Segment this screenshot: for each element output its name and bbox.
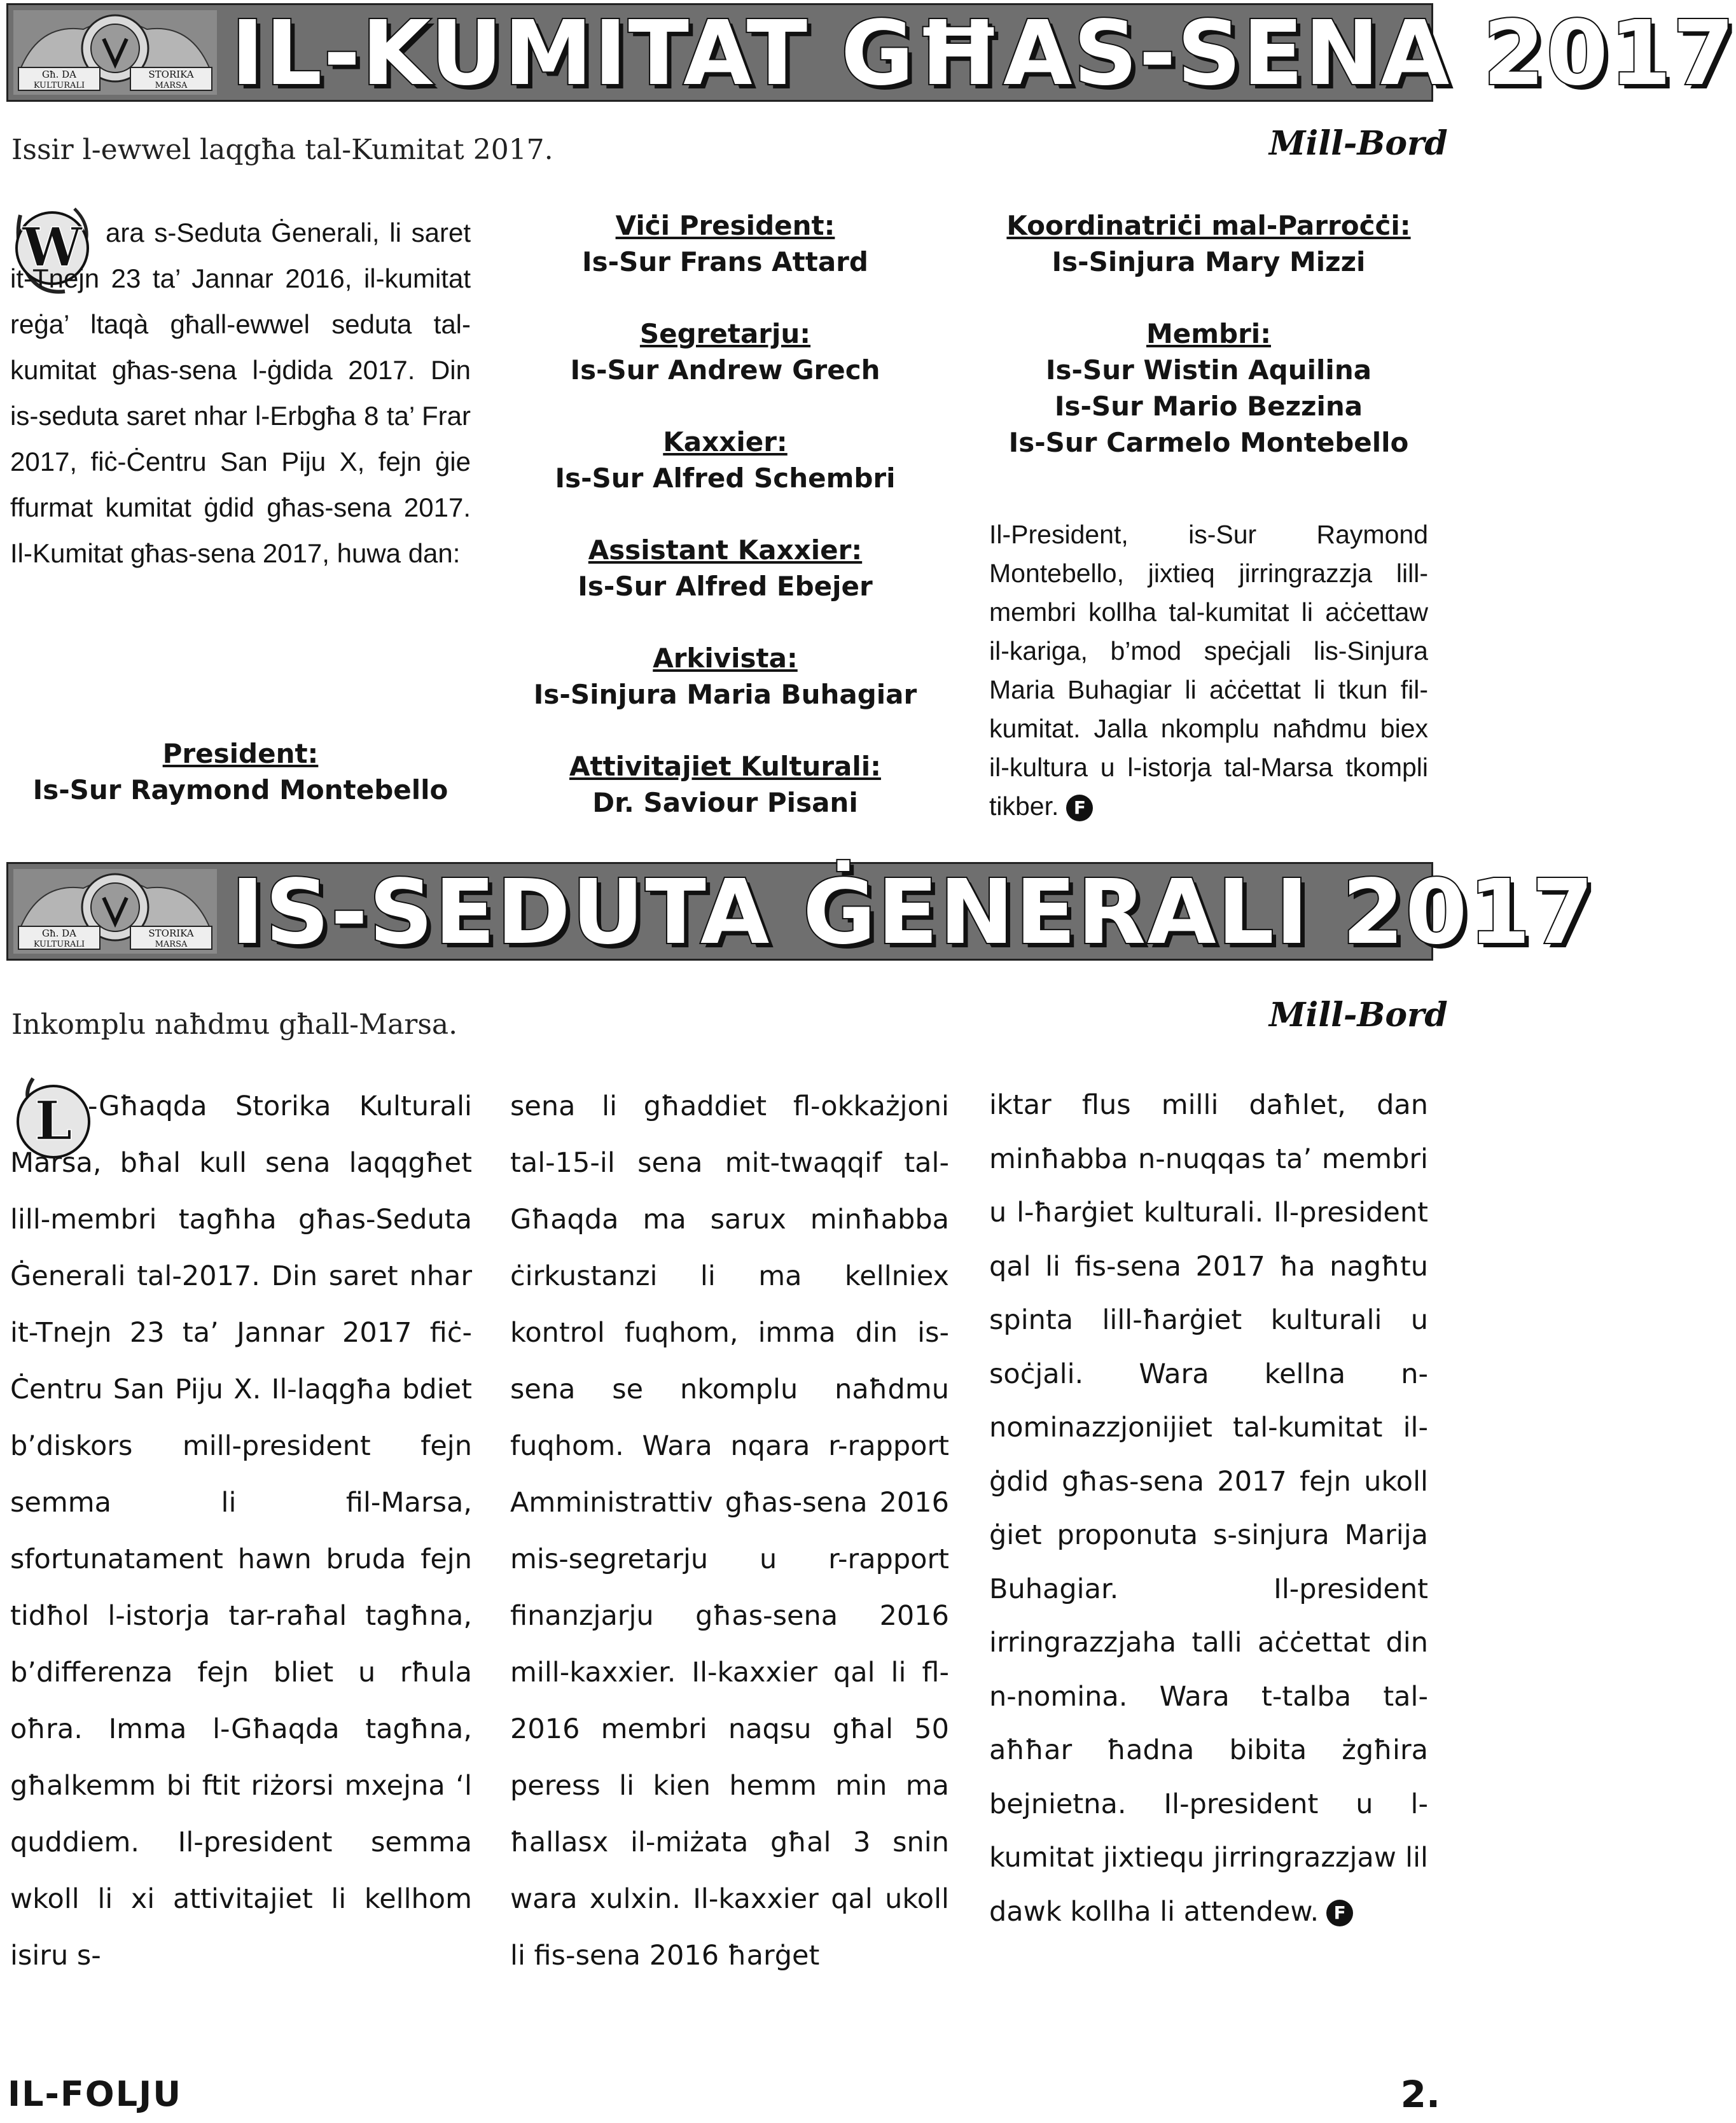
seduta-col1: -Għaqda Storika Kulturali Marsa, bħal kull sena laqqgħet lill-membri tagħha għas-Seduta Ġenerali tal-2017. Din saret nhar it-Tnejn 23 ta’ Jannar 2017 fiċ-Ċentru San Piju X. Il-laqgħa bdiet b’diskors mill-president fejn semma li fil-Marsa, sfortunatament hawn bruda fejn tidħol l-istorja tar-raħal tagħna, b’differenza fejn bliet u rħula oħra. Imma l-Għaqda tagħna, għalkemm bi ftit riżorsi mxejna ‘l quddiem. Il-president semma wkoll li xi attivitajiet li kellhom isiru s- xyxy=(10,1090,472,1972)
society-logo-icon xyxy=(13,869,217,954)
end-mark-icon: F xyxy=(1066,795,1093,821)
section1-banner xyxy=(6,1,1736,106)
role-label: Viċi President: xyxy=(615,210,835,241)
members-block xyxy=(980,318,1438,458)
role-block xyxy=(503,210,948,277)
member-name: Is-Sur Carmelo Montebello xyxy=(1008,427,1409,458)
seduta-col3 xyxy=(989,1078,1428,1939)
president-name: Is-Sur Raymond Montebello xyxy=(32,774,448,805)
role-block xyxy=(503,534,948,602)
member-name: Is-Sur Wistin Aquilina xyxy=(1045,354,1372,386)
section2-byline: Mill-Bord xyxy=(1269,996,1448,1034)
section1-byline: Mill-Bord xyxy=(1269,124,1448,163)
dropcap-letter: W xyxy=(22,216,83,279)
section1-subtitle: Issir l-ewwel laqgħa tal-Kumitat 2017. xyxy=(11,134,553,166)
role-name: Dr. Saviour Pisani xyxy=(592,787,858,818)
seduta-col3-body: iktar flus milli daħlet, dan minħabba n-nuqqas ta’ membri u l-ħarġiet kulturali. Il-president qal li fis-sena 2017 ħa nagħtu spinta lill-ħarġiet kulturali u soċjali. Wara kellna n-nominazzjonijiet tal-kumitat il-ġdid għas-sena 2017 fejn ukoll ġiet proponuta s-sinjura Marija Buhagiar. Il-president irringrazzjaha talli aċċettat din n-nomina. Wara t-talba tal-aħħar ħadna bibita żgħira bejnietna. Il-president u l-kumitat jixtiequ jirringrazzjaw lil dawk kollha li attendew. xyxy=(989,1089,1428,1928)
president-block xyxy=(10,738,471,805)
role-label: Arkivista: xyxy=(653,643,798,674)
coordinator-block xyxy=(980,210,1438,277)
logo-text-4: MARSA xyxy=(155,940,188,949)
logo-text-4: MARSA xyxy=(155,81,188,90)
role-name: Is-Sur Alfred Schembri xyxy=(555,463,896,494)
coordinator-name: Is-Sinjura Mary Mizzi xyxy=(1052,246,1366,277)
role-name: Is-Sur Andrew Grech xyxy=(570,354,880,386)
publication-name: IL-FOLJU xyxy=(8,2074,183,2114)
logo-text-3: KULTURALI xyxy=(33,81,85,90)
intro-text: ara s-Seduta Ġenerali, li saret it-Tnejn 23 ta’ Jannar 2016, il-kumitat reġa’ ltaqà għall-ewwel seduta tal-kumitat għas-sena l-ġdida 2017. Din is-seduta saret nhar l-Erbgħa 8 ta’ Frar 2017, fiċ-Ċentru San Piju X, fejn ġie ffurmat kumitat ġdid għas-sena 2017. Il-Kumitat għas-sena 2017, huwa dan: xyxy=(10,218,471,568)
role-name: Is-Sur Frans Attard xyxy=(582,246,868,277)
role-name: Is-Sur Alfred Ebejer xyxy=(578,571,873,602)
section2-title: IS-SEDUTA ĠENERALI 2017 xyxy=(231,860,1595,964)
coordinator-label: Koordinatriċi mal-Parroċċi: xyxy=(1006,210,1411,241)
member-name: Is-Sur Mario Bezzina xyxy=(1054,391,1363,422)
section2-banner xyxy=(6,860,1595,964)
logo-text-2: STORIKA xyxy=(148,928,194,939)
role-block xyxy=(503,426,948,494)
page-number: 2. xyxy=(1400,2073,1440,2116)
section1-title: IL-KUMITAT GĦAS-SENA 2017 xyxy=(231,1,1736,106)
society-logo-icon xyxy=(13,10,217,95)
closing-text-body: Il-President, is-Sur Raymond Montebello, jixtieq jirringrazzja lill-membri kollha tal-kumitat li aċċettaw il-kariga, b’mod speċjali lis-Sinjura Maria Buhagiar li aċċettat li tkun fil-kumitat. Jalla nkomplu naħdmu biex il-kultura u l-istorja tal-Marsa tkompli tikber. xyxy=(989,520,1428,821)
closing-text xyxy=(989,515,1428,826)
seduta-col2: sena li għaddiet fl-okkażjoni tal-15-il sena mit-twaqqif tal-Għaqda ma sarux minħabba ċirkustanzi li ma kellniex kontrol fuqhom, imma din is-sena se nkomplu naħdmu fuqhom. Wara nqara r-rapport Amministrattiv għas-sena 2016 mis-segretarju u r-rapport finanzjarju għas-sena 2016 mill-kaxxier. Il-kaxxier qal li fl-2016 membri naqsu għal 50 peress li kien hemm min ma ħallasx il-miżata għal 3 snin wara xulxin. Il-kaxxier qal ukoll li fis-sena 2016 ħarġet xyxy=(510,1090,949,1972)
logo-text-1: Għ. DA xyxy=(41,69,77,80)
logo-text-3: KULTURALI xyxy=(33,940,85,949)
end-mark-icon: F xyxy=(1326,1900,1353,1926)
role-block xyxy=(503,318,948,386)
role-label: Assistant Kaxxier: xyxy=(588,534,863,566)
role-name: Is-Sinjura Maria Buhagiar xyxy=(533,679,917,710)
role-label: Segretarju: xyxy=(639,318,811,349)
logo-text-1: Għ. DA xyxy=(41,928,77,939)
section2-subtitle: Inkomplu naħdmu għall-Marsa. xyxy=(11,1008,458,1041)
president-label: President: xyxy=(162,738,319,769)
dropcap-letter: L xyxy=(34,1089,73,1152)
role-label: Attivitajiet Kulturali: xyxy=(569,751,881,782)
role-label: Kaxxier: xyxy=(663,426,788,457)
role-block xyxy=(503,751,948,818)
members-label: Membri: xyxy=(1146,318,1271,349)
role-block xyxy=(503,643,948,710)
logo-text-2: STORIKA xyxy=(148,69,194,80)
